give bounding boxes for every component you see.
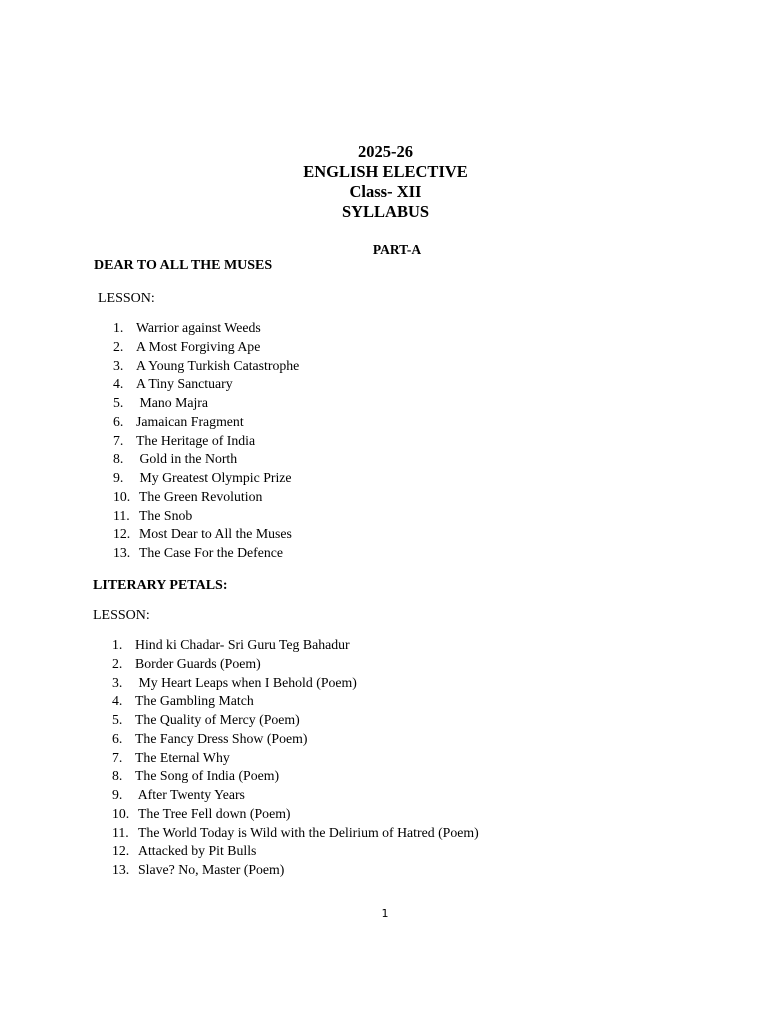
lesson-number: 6.: [112, 730, 123, 746]
lesson-title: A Young Turkish Catastrophe: [136, 357, 300, 373]
lesson-number: 5.: [112, 712, 123, 727]
lesson-title: Mano Majra: [136, 395, 209, 410]
lesson-number: 12.: [112, 843, 130, 859]
lesson-title: The Snob: [139, 507, 193, 523]
lesson-title: Attacked by Pit Bulls: [138, 843, 257, 859]
syllabus-header: [0, 142, 768, 222]
lesson-title: A Tiny Sanctuary: [136, 376, 233, 392]
lesson-number: 7.: [113, 432, 124, 448]
lesson-title: The Fancy Dress Show (Poem): [135, 730, 308, 746]
lesson-number: 7.: [112, 749, 123, 765]
lesson-title: A Most Forgiving Ape: [136, 338, 261, 354]
lesson-title: Slave? No, Master (Poem): [138, 862, 285, 877]
lesson-number: 10.: [113, 488, 131, 504]
lesson-title: Warrior against Weeds: [136, 320, 261, 335]
lesson-number: 8.: [112, 768, 123, 784]
lesson-title: The Eternal Why: [135, 749, 230, 765]
lesson-title: The Quality of Mercy (Poem): [135, 712, 300, 727]
section1-lesson-label: LESSON:: [98, 291, 155, 306]
lesson-title: Most Dear to All the Muses: [139, 526, 292, 542]
lesson-title: The Case For the Defence: [139, 545, 284, 560]
section-dear-to-all-the-muses-title: DEAR TO ALL THE MUSES: [94, 258, 273, 273]
lesson-title: After Twenty Years: [135, 787, 245, 802]
lesson-title: Border Guards (Poem): [135, 655, 261, 671]
syllabus-title: SYLLABUS: [341, 202, 430, 221]
lesson-number: 6.: [113, 413, 124, 429]
lesson-number: 3.: [113, 357, 124, 373]
lesson-number: 11.: [113, 507, 130, 523]
page-number: 1: [381, 907, 389, 920]
lesson-number: 11.: [112, 824, 129, 840]
subject-title: ENGLISH ELECTIVE: [303, 162, 468, 181]
lesson-number: 13.: [113, 545, 131, 560]
class-label: Class- XII: [349, 182, 422, 201]
lesson-title: The Gambling Match: [135, 693, 254, 709]
lesson-number: 10.: [112, 805, 130, 821]
lesson-number: 4.: [112, 693, 123, 709]
lesson-number: 2.: [112, 655, 123, 671]
lesson-title: Gold in the North: [136, 451, 238, 467]
section2-lesson-label: LESSON:: [93, 608, 150, 623]
lesson-title: The Song of India (Poem): [135, 768, 280, 784]
lesson-title: The World Today is Wild with the Delirium of Hatred (Poem): [138, 824, 479, 840]
part-label: PART-A: [372, 242, 422, 257]
lesson-number: 5.: [113, 395, 124, 410]
lesson-number: 4.: [113, 376, 124, 392]
lesson-number: 12.: [113, 526, 131, 542]
lesson-number: 3.: [112, 674, 123, 690]
section-literary-petals-title: LITERARY PETALS:: [93, 578, 228, 593]
lesson-number: 2.: [113, 338, 124, 354]
lesson-number: 1.: [112, 637, 123, 652]
lesson-title: My Greatest Olympic Prize: [136, 470, 292, 485]
lesson-title: Jamaican Fragment: [136, 413, 244, 429]
lesson-number: 1.: [113, 320, 124, 335]
lesson-number: 9.: [113, 470, 124, 485]
lesson-number: 8.: [113, 451, 124, 467]
academic-year: 2025-26: [358, 142, 413, 161]
lesson-number: 13.: [112, 862, 130, 877]
lesson-title: The Green Revolution: [139, 488, 263, 504]
lesson-title: The Tree Fell down (Poem): [138, 805, 291, 821]
lesson-title: My Heart Leaps when I Behold (Poem): [135, 674, 357, 690]
lesson-title: Hind ki Chadar- Sri Guru Teg Bahadur: [135, 637, 350, 652]
lesson-number: 9.: [112, 787, 123, 802]
lesson-title: The Heritage of India: [136, 432, 256, 448]
